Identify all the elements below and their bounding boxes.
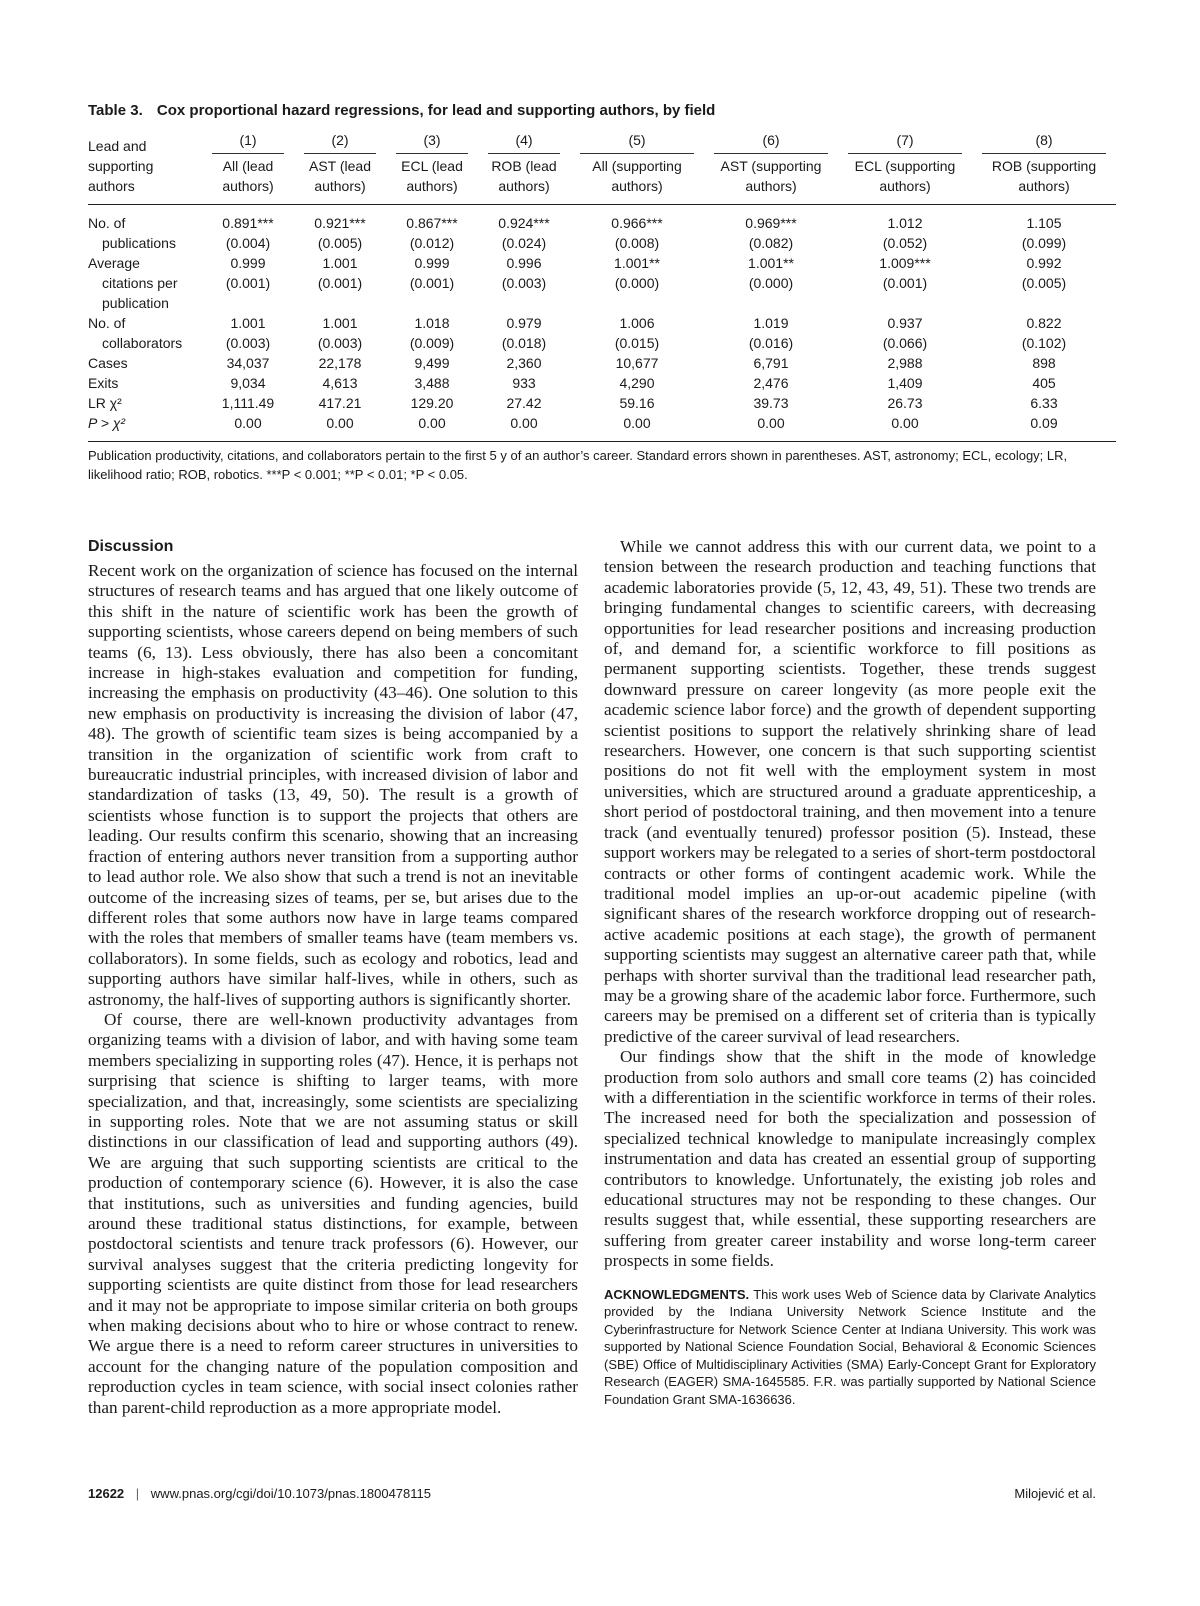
table-cell: 27.42 [506,395,542,411]
table-cell: 0.996 (0.003) [501,255,547,291]
table-row-p-value [88,413,1116,442]
column-number: (8) [982,130,1106,154]
table-cell: 1.001** (0.000) [614,255,660,291]
table-cell: 9,499 [414,355,450,371]
table-cell: 0.969*** (0.082) [745,215,797,251]
body-paragraph: While we cannot address this with our current data, we point to a tension between the research production and teaching functions that academic laboratories provide (5, 12, 43, 49, 51). These two trends are bringing fundamental changes to scientific careers, with decreasing opportunities for lead researcher positions and increasing production of, and demand for, a scientific workforce to fill positions as permanent supporting scientists. Together, these trends suggest downward pressure on career longevity (as more people exit the academic science labor force) and the growth of dependent supporting scientist positions to support the relatively shrinking share of lead researchers. However, one concern is that such supporting scientist positions do not fit well with the employment system in most universities, which are structured around a graduate apprenticeship, a short period of postdoctoral training, and then movement into a tenure track (and eventually tenured) professor position (5). Instead, these support workers may be relegated to a series of short-term postdoctoral contracts or other forms of contingent academic work. While the traditional model implies an up-or-out academic pipeline (with significant shares of the research workforce dropping out of research-active academic positions at each stage), the growth of permanent supporting scientists may suggest an alternative career path that, while perhaps with shorter survival than the traditional lead researcher path, may be a growing share of the academic labor force. Furthermore, such careers may be premised on a different set of criteria than is typically predictive of the career survival of lead researchers. [604,537,1096,1046]
table-cell: 0.00 [891,415,919,431]
table-cell: 59.16 [619,395,655,411]
table-cell: 0.999 (0.001) [409,255,455,291]
table-cell: 6,791 [753,355,789,371]
table-cell: 0.00 [510,415,538,431]
table-caption [88,102,1108,119]
table-caption-number: Table 3. [88,102,143,119]
table-cell: 0.822 (0.102) [1021,315,1067,351]
acknowledgments-label: ACKNOWLEDGMENTS. [604,1286,750,1302]
page-footer [88,1486,1096,1501]
table-cell: 0.00 [234,415,262,431]
column-number: (5) [580,130,694,154]
table-cell: 1.105 (0.099) [1021,215,1067,251]
table-cell: 0.979 (0.018) [501,315,547,351]
table-row-publications [88,205,1116,254]
table-cell: 0.867*** (0.012) [406,215,458,251]
table-cell: 0.999 (0.001) [225,255,271,291]
table-cell: 1,409 [887,375,923,391]
column-number: (2) [304,130,376,154]
right-column [604,537,1096,1408]
table-cell: 0.992 (0.005) [1021,255,1067,291]
table-cell: 0.00 [418,415,446,431]
table-cell: 2,988 [887,355,923,371]
table-footnote: Publication productivity, citations, and collaborators pertain to the first 5 y of an author’s career. Standard errors shown in parentheses. AST, astronomy; ECL, ecology; LR, likelihood ratio; ROB, robotics. ***P < 0.001; **P < 0.01; *P < 0.05. [88,448,1068,482]
table-cell: 0.966*** (0.008) [611,215,663,251]
column-header: ECL (supporting authors) [838,156,972,205]
table-cell: 2,360 [506,355,542,371]
table-row-collaborators [88,313,1116,353]
table-cell: 0.891*** (0.004) [222,215,274,251]
table-row-exits [88,373,1116,393]
column-number: (6) [714,130,828,154]
column-header: All (supporting authors) [570,156,704,205]
cox-regression-table [88,130,1116,442]
table-cell: 0.921*** (0.005) [314,215,366,251]
table-cell: 3,488 [414,375,450,391]
table-cell: 1.012 (0.052) [882,215,928,251]
table-cell: 129.20 [410,395,454,411]
table-cell: 1,111.49 [221,395,275,411]
table-caption-text: Cox proportional hazard regressions, for lead and supporting authors, by field [156,102,716,119]
table-cell: 39.73 [753,395,789,411]
footer-separator: | [135,1486,140,1501]
table-cell: 1.009*** (0.001) [879,255,931,291]
body-paragraph: Recent work on the organization of science has focused on the internal structures of research teams and has argued that one likely outcome of this shift in the nature of scientific work has been the growth of supporting scientists, whose careers depend on being members of such teams (6, 13). Less obviously, there has also been a concomitant increase in high-stakes evaluation and competition for funding, increasing the emphasis on productivity (43–46). One solution to this new emphasis on productivity is increasing the division of labor (47, 48). The growth of scientific team sizes is being accompanied by a transition in the organization of scientific work from craft to bureaucratic industrial principles, with increased division of labor and standardization of tasks (13, 49, 50). The result is a growth of scientists whose function is to support the projects that others are leading. Our results confirm this scenario, showing that an increasing fraction of entering authors never transition from a supporting author to lead author role. We also show that such a trend is not an inevitable outcome of the increasing sizes of teams, per se, but arises due to the different roles that some authors now have in large teams compared with the roles that members of smaller teams have (team members vs. collaborators). In some fields, such as ecology and robotics, lead and supporting authors have similar half-lives, while in others, such as astronomy, the half-lives of supporting authors is significantly shorter. [88,561,578,1009]
table-cell: 0.00 [326,415,354,431]
column-number: (3) [396,130,468,154]
column-header: All (lead authors) [202,156,294,205]
row-label: Average citations per publication [88,255,178,311]
table-row-citations [88,253,1116,313]
table-cell: 0.924*** (0.024) [498,215,550,251]
row-label: LR χ² [88,395,122,411]
table-cell: 0.09 [1030,415,1058,431]
table-cell: 26.73 [887,395,923,411]
table-cell: 1.001 (0.003) [225,315,271,351]
page-number: 12622 [88,1486,125,1501]
table-cell: 10,677 [615,355,659,371]
table-cell: 1.001 (0.001) [317,255,363,291]
body-paragraph: Of course, there are well-known productivity advantages from organizing teams with a division of labor, and with having some team members specializing in supporting roles (47). Hence, it is perhaps not surprising that science is shifting to larger teams, with more specialization, and that, increasingly, some scientists are specializing in supporting roles. Note that we are not assuming status or skill distinctions in our classification of lead and supporting authors (49). We are arguing that such supporting scientists are critical to the production of contemporary science (6). However, it is also the case that institutions, such as universities and funding agencies, build around these traditional status distinctions, for example, between postdoctoral scientists and tenure track professors (6). However, our survival analyses suggest that the criteria predicting longevity for supporting scientists are quite distinct from those for lead researchers and it may not be appropriate to impose similar criteria on both groups when making decisions about who to hire or whose contract to renew. We argue there is a need to reform career structures in universities to account for the changing nature of the population composition and reproduction cycles in team science, with social insect colonies rather than parent-child reproduction as a more appropriate model. [88,1009,578,1417]
table-row-lr-chi2 [88,393,1116,413]
column-number: (4) [488,130,560,154]
running-authors: Milojević et al. [1014,1486,1096,1501]
row-label: P > χ² [88,415,126,431]
table-cell: 1.001** (0.000) [748,255,794,291]
table-cell: 1.019 (0.016) [748,315,794,351]
column-header: AST (lead authors) [294,156,386,205]
table-cell: 34,037 [226,355,270,371]
column-header: ROB (lead authors) [478,156,570,205]
table-cell: 898 [1032,355,1056,371]
table-cell: 2,476 [753,375,789,391]
table-cell: 0.00 [757,415,785,431]
table-cell: 22,178 [318,355,362,371]
table-cell: 405 [1032,375,1056,391]
stub-header: Lead and supporting authors [88,130,202,205]
column-number: (7) [848,130,962,154]
table-cell: 1.006 (0.015) [614,315,660,351]
column-header: ECL (lead authors) [386,156,478,205]
column-number: (1) [212,130,284,154]
row-label: Exits [88,375,119,391]
table-cell: 1.001 (0.003) [317,315,363,351]
table-cell: 933 [512,375,536,391]
section-heading: Discussion [88,538,174,555]
table-cell: 417.21 [318,395,362,411]
table-cell: 9,034 [230,375,266,391]
doi-link[interactable]: www.pnas.org/cgi/doi/10.1073/pnas.1800478115 [150,1486,431,1501]
table-cell: 1.018 (0.009) [409,315,455,351]
acknowledgments-text: This work uses Web of Science data by Clarivate Analytics provided by the Indiana University Network Science Institute and the Cyberinfrastructure for Network Science Center at Indiana University. This work was supported by National Science Foundation Social, Behavioral & Economic Sciences (SBE) Office of Multidisciplinary Activities (SMA) Early-Concept Grant for Exploratory Research (EAGER) SMA-1645585. F.R. was partially supported by National Science Foundation Grant SMA-1636636. [604,1286,1096,1407]
table-cell: 4,613 [322,375,358,391]
row-label: No. of collaborators [88,315,183,351]
table-cell: 0.937 (0.066) [882,315,928,351]
table-cell: 6.33 [1030,395,1058,411]
acknowledgments [604,1286,1096,1409]
table-row-cases [88,353,1116,373]
column-header-row [88,156,1116,205]
column-header: AST (supporting authors) [704,156,838,205]
column-number-row [88,130,1116,156]
left-column [88,537,578,1418]
row-label: No. of publications [88,215,176,251]
table-cell: 0.00 [623,415,651,431]
column-header: ROB (supporting authors) [972,156,1116,205]
row-label: Cases [88,355,128,371]
table-cell: 4,290 [619,375,655,391]
body-paragraph: Our findings show that the shift in the mode of knowledge production from solo authors and small core teams (2) has coincided with a differentiation in the scientific workforce in terms of their roles. The increased need for both the specialization and possession of specialized technical knowledge to manipulate increasingly complex instrumentation and data has created an essential group of supporting contributors to knowledge. Unfortunately, the existing job roles and educational structures may not be responding to these changes. Our results suggest that, while essential, these supporting researchers are suffering from greater career instability and worse long-term career prospects in some fields. [604,1047,1096,1271]
